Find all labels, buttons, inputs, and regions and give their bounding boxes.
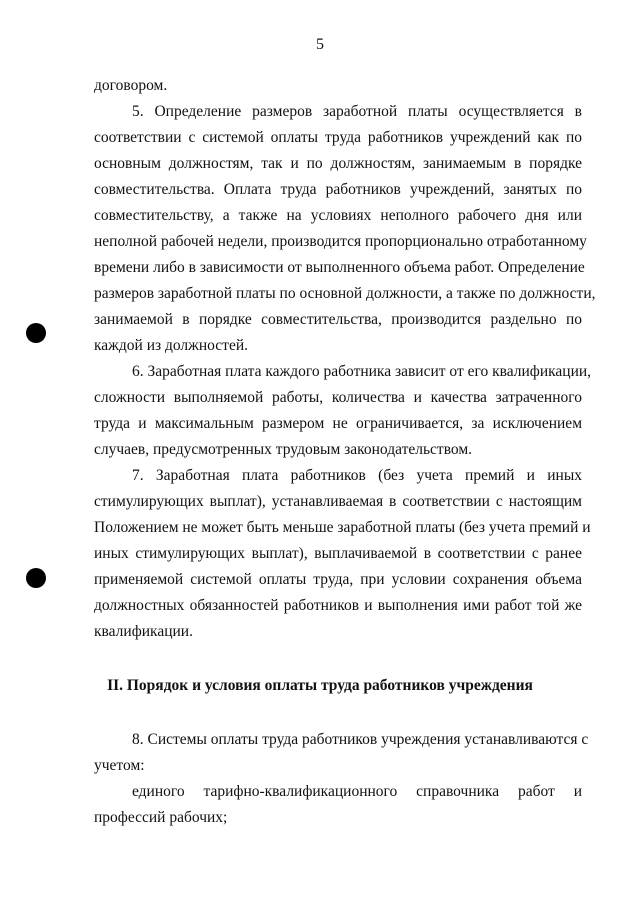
paragraph-5-line: времени либо в зависимости от выполненного объема работ. Определение bbox=[94, 259, 585, 276]
paragraph-7-line: должностных обязанностей работников и выполнения ими работ той же bbox=[94, 597, 582, 614]
paragraph-6-line: труда и максимальным размером не ограничивается, за исключением bbox=[94, 415, 582, 432]
paragraph-5-line: совместительству, а также на условиях неполного рабочего дня или bbox=[94, 207, 582, 224]
paragraph-5-line: основным должностям, так и по должностям, занимаемым в порядке bbox=[94, 155, 582, 172]
text-line: договором. bbox=[94, 77, 168, 94]
punch-hole-upper bbox=[26, 323, 46, 343]
section-heading: II. Порядок и условия оплаты труда работников учреждения bbox=[107, 677, 533, 694]
paragraph-7-line: квалификации. bbox=[94, 623, 193, 640]
paragraph-8-line: 8. Системы оплаты труда работников учреждения устанавливаются с bbox=[132, 731, 589, 748]
list-item-line: единого тарифно-квалификационного справочника работ и bbox=[132, 783, 582, 800]
paragraph-5-line: 5. Определение размеров заработной платы осуществляется в bbox=[132, 103, 582, 120]
paragraph-6-line: сложности выполняемой работы, количества и качества затраченного bbox=[94, 389, 582, 406]
paragraph-7-line: Положением не может быть меньше заработной платы (без учета премий и bbox=[94, 519, 591, 536]
list-item-line: профессий рабочих; bbox=[94, 809, 228, 826]
paragraph-5-line: размеров заработной платы по основной должности, а также по должности, bbox=[94, 285, 596, 302]
paragraph-5-line: занимаемой в порядке совместительства, производится раздельно по bbox=[94, 311, 582, 328]
paragraph-7-line: 7. Заработная плата работников (без учета премий и иных bbox=[132, 467, 582, 484]
paragraph-7-line: применяемой системой оплаты труда, при условии сохранения объема bbox=[94, 571, 582, 588]
paragraph-5-line: неполной рабочей недели, производится пропорционально отработанному bbox=[94, 233, 587, 250]
paragraph-7-line: иных стимулирующих выплат), выплачиваемой в соответствии с ранее bbox=[94, 545, 582, 562]
punch-hole-lower bbox=[26, 568, 46, 588]
paragraph-5-line: каждой из должностей. bbox=[94, 337, 248, 354]
paragraph-6-line: 6. Заработная плата каждого работника зависит от его квалификации, bbox=[132, 363, 592, 380]
paragraph-7-line: стимулирующих выплат), устанавливаемая в соответствии с настоящим bbox=[94, 493, 582, 510]
paragraph-8-line: учетом: bbox=[94, 757, 145, 774]
page-number: 5 bbox=[316, 36, 324, 53]
paragraph-6-line: случаев, предусмотренных трудовым законодательством. bbox=[94, 441, 473, 458]
paragraph-5-line: совместительства. Оплата труда работников учреждений, занятых по bbox=[94, 181, 582, 198]
paragraph-5-line: соответствии с системой оплаты труда работников учреждений как по bbox=[94, 129, 582, 146]
